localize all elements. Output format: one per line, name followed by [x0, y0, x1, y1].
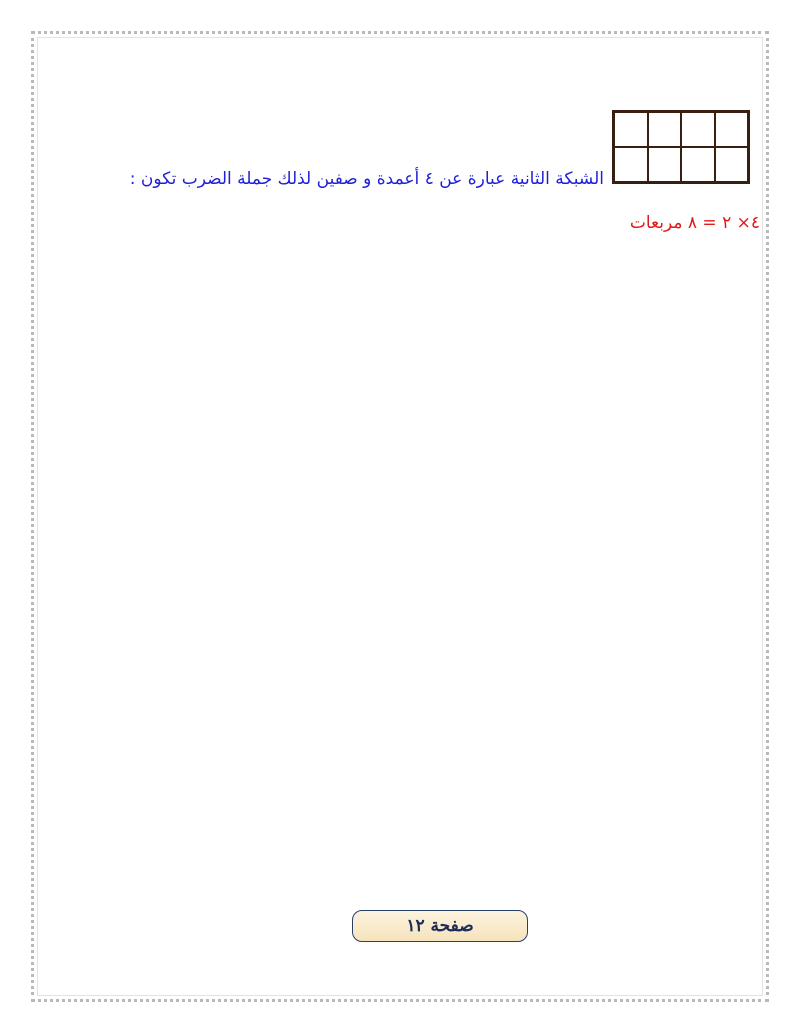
grid-cell [715, 112, 749, 147]
grid-cell [614, 147, 648, 182]
grid-cell [715, 147, 749, 182]
grid-cell [614, 112, 648, 147]
grid-cell [648, 112, 682, 147]
grid-description-text: الشبكة الثانية عبارة عن ٤ أعمدة و صفين لذلك جملة الضرب تكون : [129, 169, 604, 189]
grid-cell [648, 147, 682, 182]
multiplication-equation: ٤× ٢ = ٨ مربعات [629, 213, 760, 233]
grid-cell [681, 147, 715, 182]
page-number-label: صفحة ١٢ [406, 916, 474, 936]
multiplication-grid-figure [612, 110, 750, 184]
grid-cell [681, 112, 715, 147]
page-number-tab [352, 910, 528, 942]
